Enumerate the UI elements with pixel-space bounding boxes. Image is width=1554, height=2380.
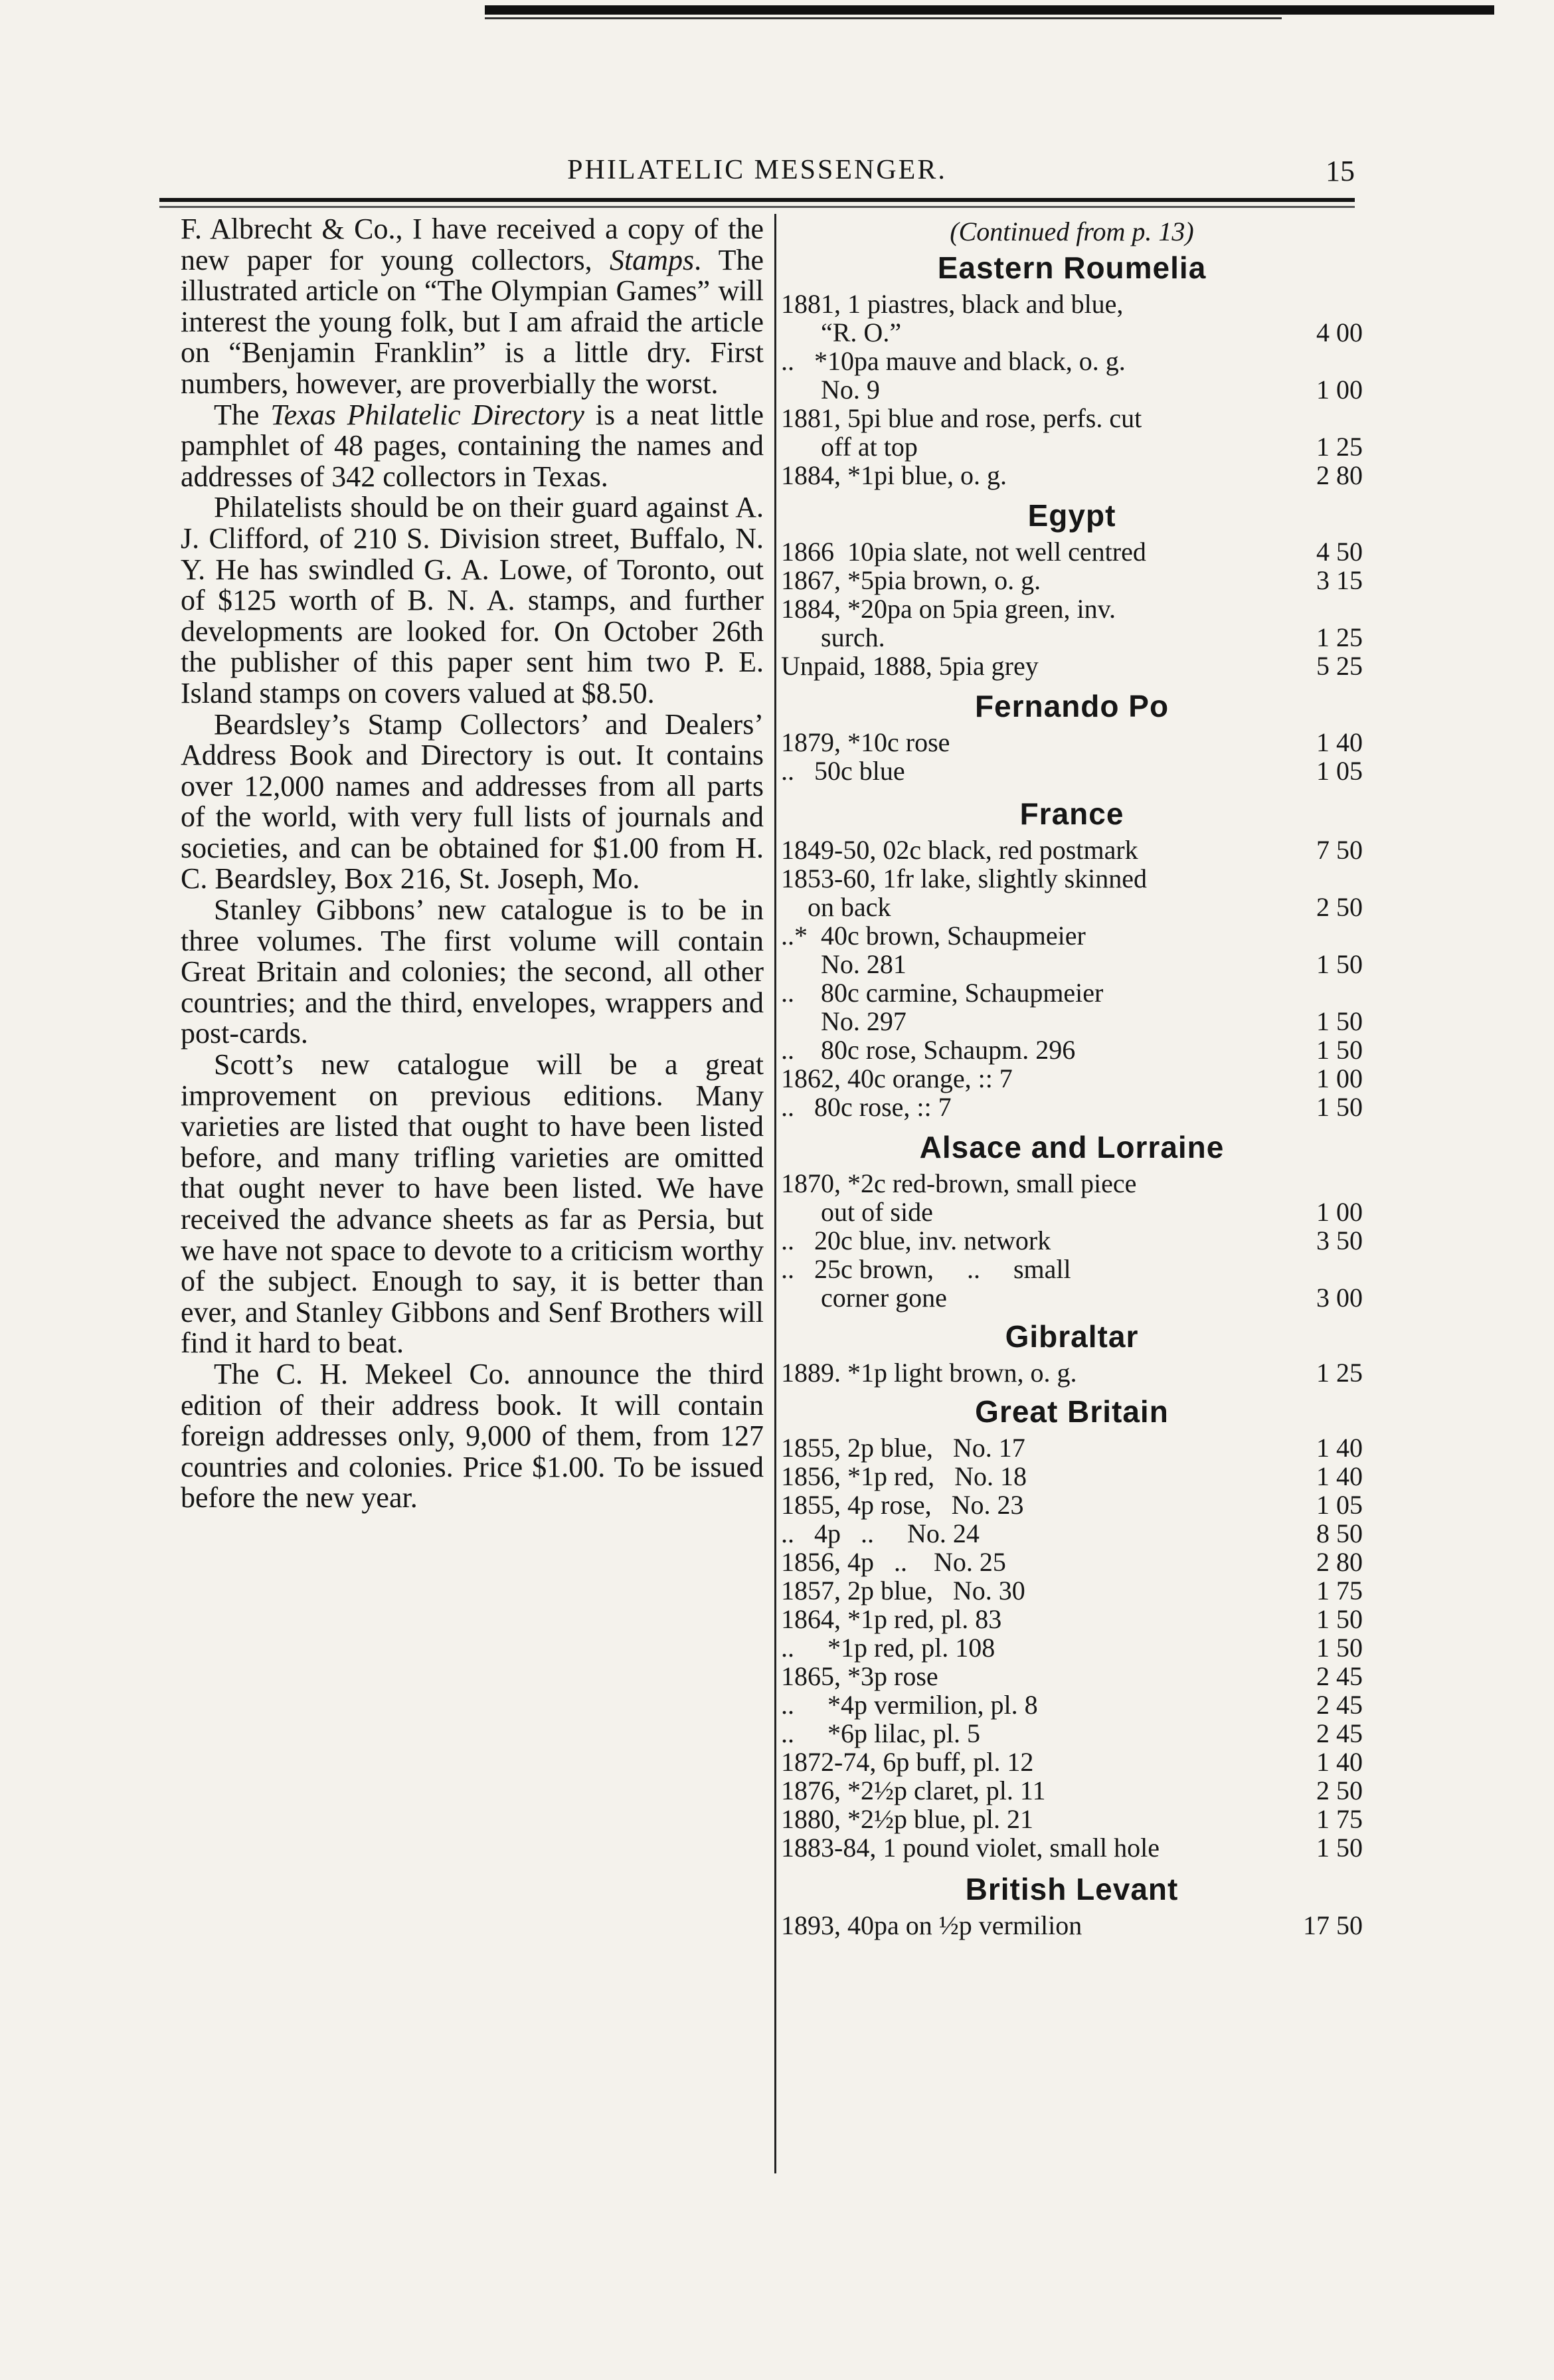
entry-description: .. 80c carmine, Schaupmeier No. 297: [781, 978, 1104, 1036]
entry-description: 1872-74, 6p buff, pl. 12: [781, 1747, 1034, 1777]
section-heading: Great Britain: [975, 1394, 1169, 1429]
paragraph: Beardsley’s Stamp Collectors’ and Dealers’ Address Book and Directory is out. It contains over 12,000 names and addresses from all parts of the world, with very full lists of journals and societies, and can be obtained for $1.00 from H. C. Beardsley, Box 216, St. Joseph, Mo.: [181, 707, 764, 895]
price-entry: [781, 290, 1363, 347]
top-edge-rule: [485, 5, 1494, 15]
right-column: [781, 214, 1363, 1940]
entry-description: .. 20c blue, inv. network: [781, 1226, 1051, 1255]
continued-note: (Continued from p. 13): [950, 217, 1194, 246]
entry-price: 1 40: [1316, 727, 1363, 757]
price-entry: [781, 1548, 1363, 1576]
entry-description: .. *4p vermilion, pl. 8: [781, 1690, 1038, 1720]
section-heading: Alsace and Lorraine: [919, 1130, 1225, 1164]
page-header: [159, 154, 1355, 194]
entry-price: 4 50: [1316, 537, 1363, 567]
entry-description: 1865, *3p rose: [781, 1661, 938, 1691]
entry-price: 1 50: [1316, 1035, 1363, 1065]
entry-price: 1 50: [1316, 1833, 1363, 1863]
entry-price: 1 75: [1316, 1804, 1363, 1834]
paragraph: Scott’s new catalogue will be a great improvement on previous editions. Many varieties are listed that ought to have been listed before, and many trifling varieties are omitted that ought never to have been listed. We have received the advance sheets as far as Persia, but we have not space to devote to a criticism worthy of the subject. Enough to say, it is better than ever, and Stanley Gibbons and Senf Brothers will find it hard to beat.: [181, 1048, 764, 1360]
section-heading: Fernando Po: [974, 689, 1169, 723]
entry-description: 1884, *20pa on 5pia green, inv. surch.: [781, 594, 1116, 652]
price-entry: [781, 537, 1363, 566]
price-entry: [781, 1433, 1363, 1462]
entry-price: 3 50: [1316, 1226, 1363, 1255]
entry-description: 1855, 4p rose, No. 23: [781, 1490, 1024, 1520]
price-entry: [781, 1719, 1363, 1748]
entry-description: 1883-84, 1 pound violet, small hole: [781, 1833, 1160, 1863]
entry-description: 1889. *1p light brown, o. g.: [781, 1358, 1077, 1388]
entry-price: 1 75: [1316, 1576, 1363, 1605]
price-entry: [781, 1805, 1363, 1833]
entry-description: .. 25c brown, .. small corner gone: [781, 1254, 1071, 1313]
price-entry: [781, 921, 1363, 978]
price-entry: [781, 1605, 1363, 1633]
entry-price: 1 05: [1316, 756, 1363, 786]
entry-price: 1 00: [1316, 375, 1363, 405]
top-edge-thin-rule: [485, 17, 1282, 19]
entry-description: 1856, 4p .. No. 25: [781, 1547, 1006, 1577]
entry-description: 1884, *1pi blue, o. g.: [781, 460, 1007, 490]
price-entry: [781, 1093, 1363, 1121]
entry-description: Unpaid, 1888, 5pia grey: [781, 651, 1039, 681]
entry-price: 5 25: [1316, 651, 1363, 681]
entry-description: .. 4p .. No. 24: [781, 1518, 980, 1548]
section-heading: Egypt: [1027, 498, 1116, 533]
entry-price: 1 25: [1316, 622, 1363, 652]
paragraph: The Texas Philatelic Directory is a neat little pamphlet of 48 pages, containing the names and addresses of 342 collectors in Texas.: [181, 398, 764, 493]
entry-price: 1 50: [1316, 1006, 1363, 1036]
price-entry: [781, 1064, 1363, 1093]
price-entry: [781, 1662, 1363, 1691]
entry-price: 3 00: [1316, 1283, 1363, 1313]
entry-description: .. *1p red, pl. 108: [781, 1633, 995, 1663]
entry-description: .. 50c blue: [781, 756, 905, 786]
paragraph: The C. H. Mekeel Co. announce the third edition of their address book. It will contain foreign addresses only, 9,000 of them, from 127 countries and colonies. Price $1.00. To be issued before the new year.: [181, 1357, 764, 1514]
price-entry: [781, 1519, 1363, 1548]
entry-price: 1 00: [1316, 1063, 1363, 1093]
entry-price: 2 80: [1316, 1547, 1363, 1577]
entry-description: 1867, *5pia brown, o. g.: [781, 565, 1041, 595]
entry-price: 2 50: [1316, 1776, 1363, 1805]
entry-description: .. *6p lilac, pl. 5: [781, 1718, 980, 1748]
entry-price: 4 00: [1316, 318, 1363, 347]
section-heading: France: [1019, 796, 1124, 831]
entry-description: .. 80c rose, :: 7: [781, 1092, 952, 1122]
entry-description: 1870, *2c red-brown, small piece out of side: [781, 1168, 1137, 1227]
price-entry: [781, 461, 1363, 490]
entry-price: 7 50: [1316, 835, 1363, 865]
price-entry: [781, 652, 1363, 680]
entry-description: 1880, *2½p blue, pl. 21: [781, 1804, 1033, 1834]
entry-description: 1893, 40pa on ½p vermilion: [781, 1910, 1082, 1940]
price-entry: [781, 1748, 1363, 1776]
price-entry: [781, 1358, 1363, 1387]
price-entry: [781, 1776, 1363, 1805]
entry-price: 2 45: [1316, 1690, 1363, 1720]
paragraph: Stanley Gibbons’ new catalogue is to be in three volumes. The first volume will contain Great Britain and colonies; the second, all other countries; and the third, envelopes, wrappers and post-cards.: [181, 893, 764, 1050]
entry-description: 1866 10pia slate, not well centred: [781, 537, 1146, 567]
column-divider: [774, 214, 776, 2173]
price-entry: [781, 1633, 1363, 1662]
page-number: 15: [1326, 155, 1355, 187]
price-entry: [781, 728, 1363, 757]
price-entry: [781, 757, 1363, 785]
price-entry: [781, 1036, 1363, 1064]
price-entry: [781, 1691, 1363, 1719]
entry-description: 1855, 2p blue, No. 17: [781, 1433, 1025, 1463]
entry-description: 1862, 40c orange, :: 7: [781, 1063, 1013, 1093]
price-entry: [781, 404, 1363, 461]
price-list: [781, 250, 1363, 1940]
entry-price: 2 50: [1316, 892, 1363, 922]
entry-price: 1 00: [1316, 1197, 1363, 1227]
entry-price: 8 50: [1316, 1518, 1363, 1548]
price-entry: [781, 1255, 1363, 1312]
entry-price: 1 25: [1316, 432, 1363, 462]
entry-description: 1856, *1p red, No. 18: [781, 1461, 1027, 1491]
entry-price: 1 50: [1316, 1092, 1363, 1122]
price-entry: [781, 1169, 1363, 1226]
price-entry: [781, 1462, 1363, 1491]
price-entry: [781, 1911, 1363, 1940]
header-rule: [159, 198, 1355, 202]
entry-price: 3 15: [1316, 565, 1363, 595]
entry-price: 1 25: [1316, 1358, 1363, 1388]
price-entry: [781, 1491, 1363, 1519]
entry-description: ..* 40c brown, Schaupmeier No. 281: [781, 921, 1086, 979]
header-rule-thin: [159, 206, 1355, 208]
entry-price: 1 40: [1316, 1461, 1363, 1491]
entry-price: 1 40: [1316, 1747, 1363, 1777]
entry-price: 1 50: [1316, 949, 1363, 979]
entry-description: 1876, *2½p claret, pl. 11: [781, 1776, 1046, 1805]
price-entry: [781, 864, 1363, 921]
entry-description: 1849-50, 02c black, red postmark: [781, 835, 1138, 865]
entry-price: 1 40: [1316, 1433, 1363, 1463]
section-heading: Gibraltar: [1005, 1319, 1139, 1354]
section-heading: Eastern Roumelia: [937, 250, 1207, 285]
entry-price: 1 50: [1316, 1604, 1363, 1634]
paragraph: Philatelists should be on their guard against A. J. Clifford, of 210 S. Division street, Buffalo, N. Y. He has swindled G. A. Lowe, of Toronto, out of $125 worth of B. N. A. stamps, and further developments are looked for. On October 26th the publisher of this paper sent him two P. E. Island stamps on covers valued at $8.50.: [181, 491, 764, 709]
section-heading: British Levant: [965, 1872, 1179, 1906]
entry-price: 2 80: [1316, 460, 1363, 490]
entry-description: 1864, *1p red, pl. 83: [781, 1604, 1002, 1634]
price-entry: [781, 1833, 1363, 1862]
entry-price: 2 45: [1316, 1718, 1363, 1748]
price-entry: [781, 595, 1363, 652]
entry-description: 1857, 2p blue, No. 30: [781, 1576, 1025, 1605]
entry-price: 17 50: [1303, 1910, 1363, 1940]
price-entry: [781, 978, 1363, 1036]
price-entry: [781, 566, 1363, 595]
entry-description: 1879, *10c rose: [781, 727, 950, 757]
entry-description: 1881, 1 piastres, black and blue, “R. O.”: [781, 289, 1124, 347]
paragraph: F. Albrecht & Co., I have received a copy of the new paper for young collectors, Stamps. The illustrated article on “The Olympian Games” will interest the young folk, but I am afraid the article on “Benjamin Franklin” is a little dry. First numbers, however, are proverbially the worst.: [181, 213, 764, 400]
entry-price: 1 05: [1316, 1490, 1363, 1520]
price-entry: [781, 1576, 1363, 1605]
entry-price: 2 45: [1316, 1661, 1363, 1691]
entry-description: .. 80c rose, Schaupm. 296: [781, 1035, 1076, 1065]
entry-description: 1881, 5pi blue and rose, perfs. cut off at top: [781, 403, 1142, 462]
left-column: [181, 214, 764, 1514]
price-entry: [781, 836, 1363, 864]
entry-description: .. *10pa mauve and black, o. g. No. 9: [781, 346, 1126, 405]
running-title: PHILATELIC MESSENGER.: [567, 155, 947, 185]
entry-description: 1853-60, 1fr lake, slightly skinned on back: [781, 864, 1148, 922]
entry-price: 1 50: [1316, 1633, 1363, 1663]
price-entry: [781, 347, 1363, 404]
price-entry: [781, 1226, 1363, 1255]
